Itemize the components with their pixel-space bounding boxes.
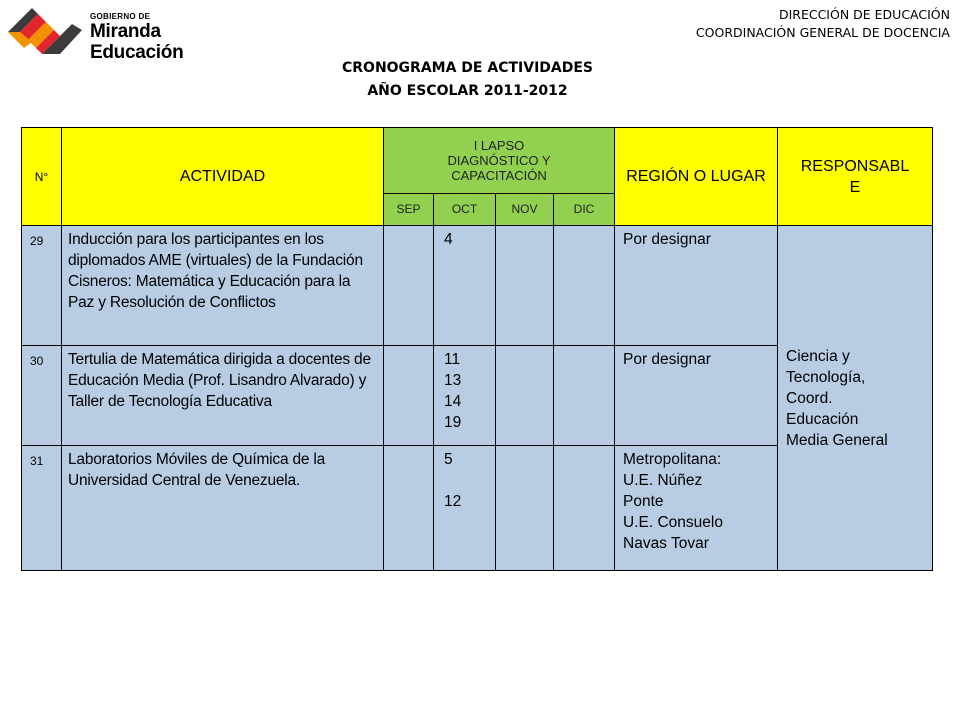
table-row — [22, 226, 933, 346]
row-sep — [384, 446, 434, 571]
month-nov: NOV — [496, 194, 554, 226]
responsible-line-3: Coord. — [786, 389, 833, 407]
miranda-education-logo — [2, 2, 192, 64]
header-organization — [696, 6, 950, 42]
row-activity: Laboratorios Móviles de Química de la Universidad Central de Venezuela. — [62, 446, 384, 571]
lapso-line-1: I LAPSO — [473, 138, 525, 153]
row-sep — [384, 346, 434, 446]
oct-date: 4 — [444, 231, 453, 248]
schedule-table — [21, 127, 933, 571]
oct-date: 13 — [444, 372, 462, 389]
region-line: U.E. Núñez — [623, 472, 703, 489]
region-line: U.E. Consuelo — [623, 514, 723, 531]
row-sep — [384, 226, 434, 346]
row-activity: Tertulia de Matemática dirigida a docentes de Educación Media (Prof. Lisandro Alvarado) y Taller de Tecnología Educativa — [62, 346, 384, 446]
row-nov — [496, 446, 554, 571]
page-title: CRONOGRAMA DE ACTIVIDADES — [341, 60, 593, 76]
row-region — [615, 346, 778, 446]
row-oct — [434, 226, 496, 346]
responsible-cell — [778, 226, 933, 571]
row-activity: Inducción para los participantes en los diplomados AME (virtuales) de la Fundación Cisneros: Matemática y Educación para la Paz y Resolución de Conflictos — [62, 226, 384, 346]
row-number: 31 — [22, 446, 62, 571]
row-oct — [434, 446, 496, 571]
row-dic — [554, 446, 615, 571]
row-nov — [496, 346, 554, 446]
logo-text-top: GOBIERNO DE — [90, 12, 151, 21]
oct-date — [444, 470, 485, 491]
row-region — [615, 446, 778, 571]
row-region — [615, 226, 778, 346]
header-line-2: COORDINACIÓN GENERAL DE DOCENCIA — [695, 25, 950, 40]
header-lapso — [384, 128, 615, 194]
region-line: Ponte — [623, 493, 664, 510]
month-sep: SEP — [384, 194, 434, 226]
logo-text-educacion: Educación — [90, 42, 184, 63]
row-number: 30 — [22, 346, 62, 446]
responsible-line-5: Media General — [786, 431, 888, 449]
oct-date: 11 — [444, 351, 461, 368]
row-oct — [434, 346, 496, 446]
responsible-line-4: Educación — [786, 410, 859, 428]
oct-date: 5 — [444, 451, 453, 468]
header-region: REGIÓN O LUGAR — [615, 128, 778, 226]
region-line: Navas Tovar — [623, 535, 709, 552]
lapso-line-3: CAPACITACIÓN — [451, 168, 547, 183]
row-number: 29 — [22, 226, 62, 346]
lapso-line-2: DIAGNÓSTICO Y — [447, 153, 551, 168]
month-dic: DIC — [554, 194, 615, 226]
logo-text-miranda: Miranda — [90, 21, 161, 42]
logo-mark-icon — [2, 2, 88, 62]
month-oct: OCT — [434, 194, 496, 226]
header-activity: ACTIVIDAD — [62, 128, 384, 226]
oct-date: 14 — [444, 393, 462, 410]
responsible-line-2: Tecnología, — [786, 368, 866, 386]
region-line: Por designar — [623, 351, 711, 368]
region-line: Metropolitana: — [623, 451, 722, 468]
row-dic — [554, 346, 615, 446]
responsible-line-1: Ciencia y — [786, 347, 850, 365]
header-number: N° — [22, 128, 62, 226]
responsible-header-line-1: RESPONSABL — [800, 157, 910, 175]
header-line-1: DIRECCIÓN DE EDUCACIÓN — [778, 7, 950, 22]
row-nov — [496, 226, 554, 346]
oct-date: 19 — [444, 414, 462, 431]
header-responsible — [778, 128, 933, 226]
page-subtitle: AÑO ESCOLAR 2011-2012 — [367, 83, 568, 99]
oct-date: 12 — [444, 493, 462, 510]
responsible-header-line-2: E — [849, 178, 861, 196]
region-line: Por designar — [623, 231, 711, 248]
row-dic — [554, 226, 615, 346]
